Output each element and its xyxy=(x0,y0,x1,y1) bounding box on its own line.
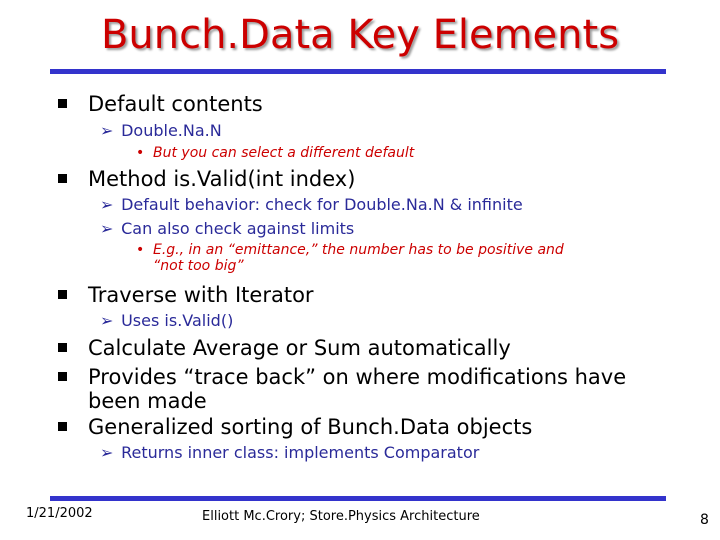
sub-bullet-item xyxy=(100,311,233,330)
arrow-bullet-icon: ➢ xyxy=(100,219,114,238)
arrow-bullet-icon: ➢ xyxy=(100,443,114,462)
square-bullet-icon xyxy=(58,372,67,381)
square-bullet-icon xyxy=(58,422,67,431)
square-bullet-icon xyxy=(58,174,67,183)
footer-date: 1/21/2002 xyxy=(26,506,93,521)
sub-bullet-item xyxy=(100,443,479,462)
bullet-text: Default contents xyxy=(88,92,263,116)
footer-author: Elliott Mc.Crory; Store.Physics Architecture xyxy=(202,509,480,524)
sub-bullet-text: Default behavior: check for Double.Na.N & infinite xyxy=(121,195,523,214)
sub-bullet-item xyxy=(100,195,523,214)
square-bullet-icon xyxy=(58,99,67,108)
subsub-bullet-text: But you can select a different default xyxy=(153,145,415,161)
subsub-bullet-text-cont: “not too big” xyxy=(153,258,244,274)
sub-bullet-text: Can also check against limits xyxy=(121,219,355,238)
sub-bullet-text: Uses is.Valid() xyxy=(121,311,234,330)
dot-bullet-icon: • xyxy=(136,145,145,161)
dot-bullet-icon: • xyxy=(136,242,145,258)
bullet-text: Method is.Valid(int index) xyxy=(88,167,356,191)
arrow-bullet-icon: ➢ xyxy=(100,311,114,330)
sub-bullet-text: Returns inner class: implements Comparator xyxy=(121,443,480,462)
square-bullet-icon xyxy=(58,343,67,352)
footer-rule xyxy=(50,496,666,501)
bullet-text-cont: been made xyxy=(88,389,207,413)
slide-title: Bunch.Data Key Elements xyxy=(100,12,620,58)
arrow-bullet-icon: ➢ xyxy=(100,121,114,140)
sub-bullet-item xyxy=(100,121,222,140)
square-bullet-icon xyxy=(58,290,67,299)
arrow-bullet-icon: ➢ xyxy=(100,195,114,214)
bullet-text: Calculate Average or Sum automatically xyxy=(88,336,511,360)
subsub-bullet-text: E.g., in an “emittance,” the number has to be positive and xyxy=(153,242,564,258)
page-number: 8 xyxy=(700,512,709,528)
bullet-text: Generalized sorting of Bunch.Data objects xyxy=(88,415,533,439)
bullet-text: Traverse with Iterator xyxy=(88,283,314,307)
sub-bullet-item xyxy=(100,219,354,238)
sub-bullet-text: Double.Na.N xyxy=(121,121,222,140)
bullet-text: Provides “trace back” on where modifications have xyxy=(88,365,627,389)
